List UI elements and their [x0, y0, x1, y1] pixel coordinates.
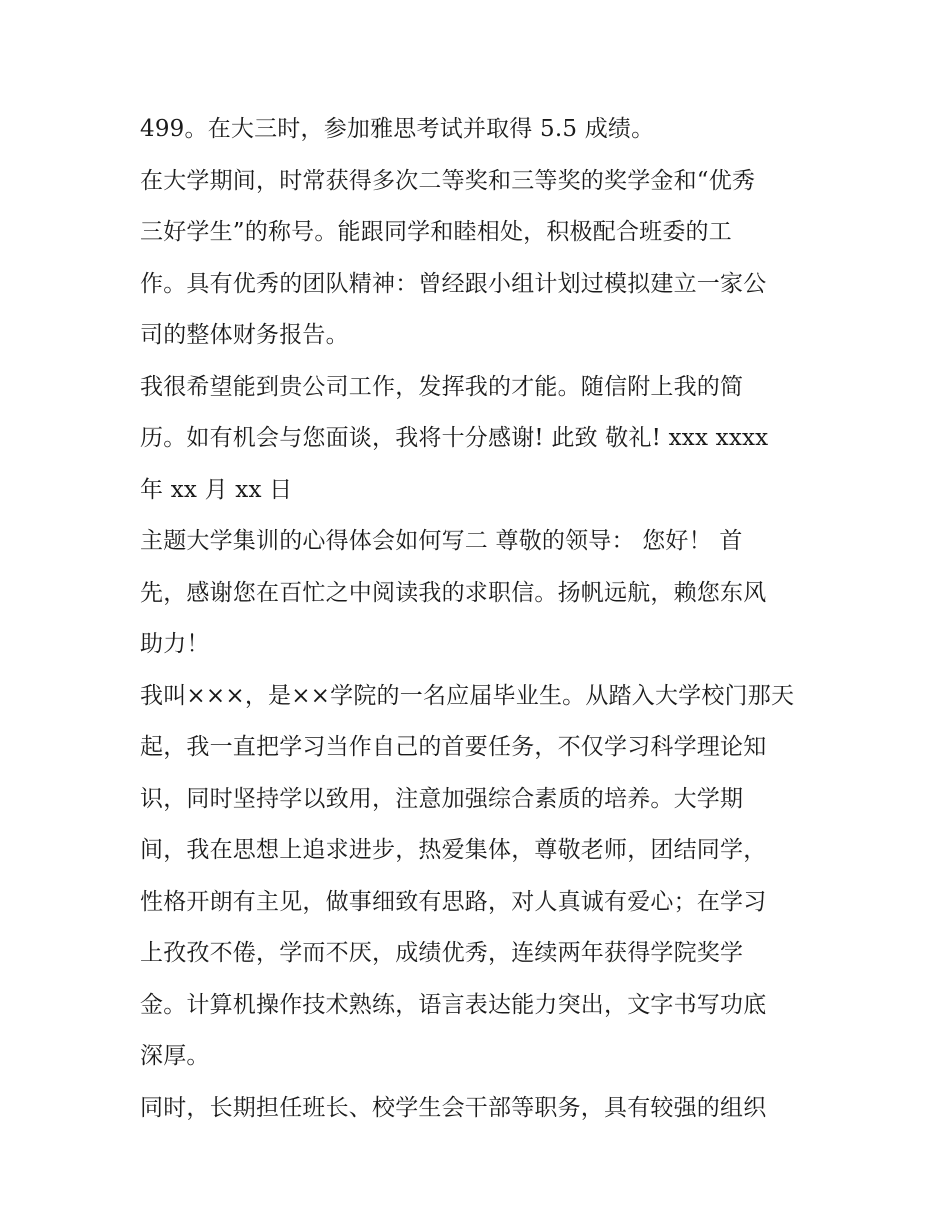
text-line: 作。具有优秀的团队精神：曾经跟小组计划过模拟建立一家公	[140, 270, 767, 297]
text-line: 我很希望能到贵公司工作，发挥我的才能。随信附上我的简	[140, 373, 744, 400]
text-line: 主题大学集训的心得体会如何写二 尊敬的领导： 您好！ 首	[140, 528, 743, 554]
text-line: 同时，长期担任班长、校学生会干部等职务，具有较强的组织	[140, 1094, 767, 1121]
text-line: 识，同时坚持学以致用，注意加强综合素质的培养。大学期	[140, 785, 744, 812]
text-line: 间，我在思想上追求进步，热爱集体，尊敬老师，团结同学，	[140, 837, 767, 863]
text-line: 在大学期间，时常获得多次二等奖和三等奖的奖学金和“优秀	[140, 167, 756, 194]
text-line: 金。计算机操作技术熟练，语言表达能力突出，文字书写功底	[140, 991, 767, 1018]
text-line: 499。在大三时，参加雅思考试并取得 5.5 成绩。	[140, 116, 655, 142]
text-line: 起，我一直把学习当作自己的首要任务，不仅学习科学理论知	[140, 734, 767, 760]
text-line: 先，感谢您在百忙之中阅读我的求职信。扬帆远航，赖您东风	[140, 579, 767, 606]
text-line: 性格开朗有主见，做事细致有思路，对人真诚有爱心；在学习	[140, 888, 767, 915]
text-line: 年 xx 月 xx 日	[140, 476, 293, 503]
text-line: 助力！	[140, 631, 210, 657]
document-body	[140, 104, 820, 1134]
text-line: 深厚。	[140, 1043, 210, 1069]
text-line: 历。如有机会与您面谈，我将十分感谢! 此致 敬礼! xxx xxxx	[140, 425, 769, 451]
text-line: 上孜孜不倦，学而不厌，成绩优秀，连续两年获得学院奖学	[140, 940, 744, 966]
text-line: 我叫×××，是××学院的一名应届毕业生。从踏入大学校门那天	[140, 682, 795, 709]
text-line: 司的整体财务报告。	[140, 322, 349, 348]
text-line: 三好学生”的称号。能跟同学和睦相处，积极配合班委的工	[140, 219, 732, 245]
